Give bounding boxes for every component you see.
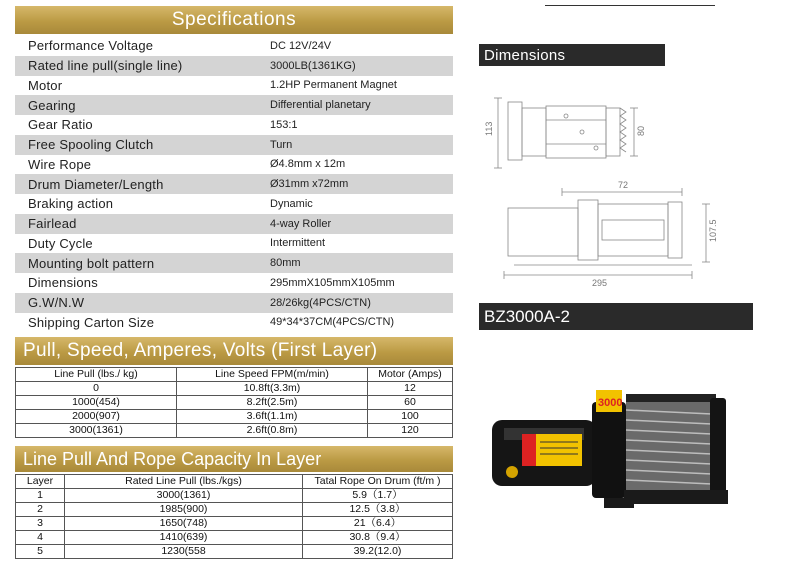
table-cell: 12.5（3.8） — [303, 503, 453, 517]
photo-label: 3000 — [598, 397, 623, 409]
table-cell: 10.8ft(3.3m) — [177, 382, 368, 396]
table-cell: 0 — [16, 382, 177, 396]
spec-value: 295mmX105mmX105mm — [270, 276, 395, 289]
spec-label: Free Spooling Clutch — [28, 137, 154, 153]
capacity-col-rope: Tatal Rope On Drum (ft/m ) — [303, 475, 453, 489]
top-divider — [545, 5, 715, 6]
spec-row — [15, 194, 453, 214]
table-row — [16, 545, 453, 559]
spec-label: Motor — [28, 77, 63, 93]
table-cell: 1650(748) — [65, 517, 303, 531]
dim-label-107-5: 107.5 — [708, 219, 718, 242]
spec-label: Wire Rope — [28, 156, 92, 172]
spec-row — [15, 56, 453, 76]
table-cell: 1410(639) — [65, 531, 303, 545]
table-row — [16, 503, 453, 517]
spec-label: Fairlead — [28, 216, 77, 232]
spec-value: Differential planetary — [270, 99, 371, 112]
table-cell: 5 — [16, 545, 65, 559]
spec-value: DC 12V/24V — [270, 39, 332, 52]
capacity-col-line-pull: Rated Line Pull (lbs./kgs) — [65, 475, 303, 489]
table-row — [16, 531, 453, 545]
table-cell: 120 — [368, 424, 453, 438]
spec-label: Performance Voltage — [28, 38, 154, 54]
end-plate — [710, 398, 726, 498]
spec-value: 4-way Roller — [270, 217, 332, 230]
pull-speed-table — [15, 367, 453, 438]
spec-label: Mounting bolt pattern — [28, 255, 155, 271]
model-name: BZ3000A-2 — [484, 306, 570, 326]
table-cell: 3000(1361) — [16, 424, 177, 438]
dim-label-72: 72 — [618, 180, 629, 190]
table-cell: 2000(907) — [16, 410, 177, 424]
spec-value: 49*34*37CM(4PCS/CTN) — [270, 316, 395, 329]
pull-speed-title: Pull, Speed, Amperes, Volts (First Layer) — [23, 340, 378, 361]
dim-label-80: 80 — [636, 125, 646, 136]
table-cell: 3 — [16, 517, 65, 531]
table-cell: 5.9（1.7） — [303, 489, 453, 503]
dimensions-title: Dimensions — [484, 46, 566, 64]
table-cell: 8.2ft(2.5m) — [177, 396, 368, 410]
table-row — [16, 424, 453, 438]
spec-row — [15, 313, 453, 333]
spec-row — [15, 135, 453, 155]
table-cell: 4 — [16, 531, 65, 545]
spec-value: 28/26kg(4PCS/CTN) — [270, 296, 371, 309]
dimensions-header — [479, 44, 665, 66]
table-cell: 30.8（9.4） — [303, 531, 453, 545]
spec-row — [15, 76, 453, 96]
table-row — [16, 410, 453, 424]
spec-value: Intermittent — [270, 237, 326, 250]
table-cell: 100 — [368, 410, 453, 424]
terminal-bolt — [506, 466, 518, 478]
spec-row — [15, 174, 453, 194]
gearbox-housing — [592, 402, 626, 498]
dim-label-113: 113 — [484, 121, 494, 136]
table-cell: 1 — [16, 489, 65, 503]
table-cell: 39.2(12.0) — [303, 545, 453, 559]
spec-value: 3000LB(1361KG) — [270, 59, 356, 72]
table-cell: 1985(900) — [65, 503, 303, 517]
winch-photo — [484, 372, 760, 522]
model-name-box — [479, 303, 753, 330]
spec-value: 80mm — [270, 257, 301, 270]
spec-value: Turn — [270, 138, 293, 151]
table-cell: 3.6ft(1.1m) — [177, 410, 368, 424]
spec-row — [15, 273, 453, 293]
spec-label: Gearing — [28, 97, 76, 113]
capacity-col-layer: Layer — [16, 475, 65, 489]
spec-value: Ø4.8mm x 12m — [270, 158, 346, 171]
table-row — [16, 489, 453, 503]
capacity-header — [15, 446, 453, 472]
spec-value: Ø31mm x72mm — [270, 178, 349, 191]
spec-value: 1.2HP Permanent Magnet — [270, 79, 397, 92]
spec-label: Gear Ratio — [28, 117, 93, 133]
spec-row — [15, 253, 453, 273]
specifications-table — [15, 36, 453, 332]
table-cell: 1000(454) — [16, 396, 177, 410]
specifications-title: Specifications — [171, 9, 297, 30]
spec-row — [15, 36, 453, 56]
dimension-drawing — [484, 70, 744, 290]
table-cell: 2.6ft(0.8m) — [177, 424, 368, 438]
spec-row — [15, 293, 453, 313]
pull-speed-header — [15, 337, 453, 365]
spec-row — [15, 214, 453, 234]
table-row — [16, 517, 453, 531]
table-row — [16, 396, 453, 410]
spec-label: Duty Cycle — [28, 235, 93, 251]
spec-label: Braking action — [28, 196, 114, 212]
table-cell: 3000(1361) — [65, 489, 303, 503]
spec-label: G.W/N.W — [28, 295, 85, 311]
spec-value: 153:1 — [270, 118, 298, 131]
capacity-table — [15, 474, 453, 559]
spec-label: Drum Diameter/Length — [28, 176, 164, 192]
table-cell: 60 — [368, 396, 453, 410]
table-cell: 1230(558 — [65, 545, 303, 559]
pull-speed-col-motor: Motor (Amps) — [368, 368, 453, 382]
spec-row — [15, 155, 453, 175]
spec-label: Shipping Carton Size — [28, 314, 155, 330]
table-row — [16, 382, 453, 396]
base-mount — [624, 490, 728, 504]
table-cell: 21（6.4） — [303, 517, 453, 531]
table-cell: 2 — [16, 503, 65, 517]
pull-speed-col-line-speed: Line Speed FPM(m/min) — [177, 368, 368, 382]
spec-row — [15, 234, 453, 254]
spec-row — [15, 95, 453, 115]
spec-value: Dynamic — [270, 197, 313, 210]
spec-row — [15, 115, 453, 135]
table-cell: 12 — [368, 382, 453, 396]
specifications-header — [15, 6, 453, 34]
side-view-drawing — [504, 188, 710, 279]
dim-label-295: 295 — [592, 278, 608, 288]
pull-speed-col-line-pull: Line Pull (lbs./ kg) — [16, 368, 177, 382]
top-view-drawing — [494, 98, 638, 168]
spec-label: Rated line pull(single line) — [28, 58, 183, 74]
spec-label: Dimensions — [28, 275, 98, 291]
capacity-title: Line Pull And Rope Capacity In Layer — [23, 448, 322, 469]
